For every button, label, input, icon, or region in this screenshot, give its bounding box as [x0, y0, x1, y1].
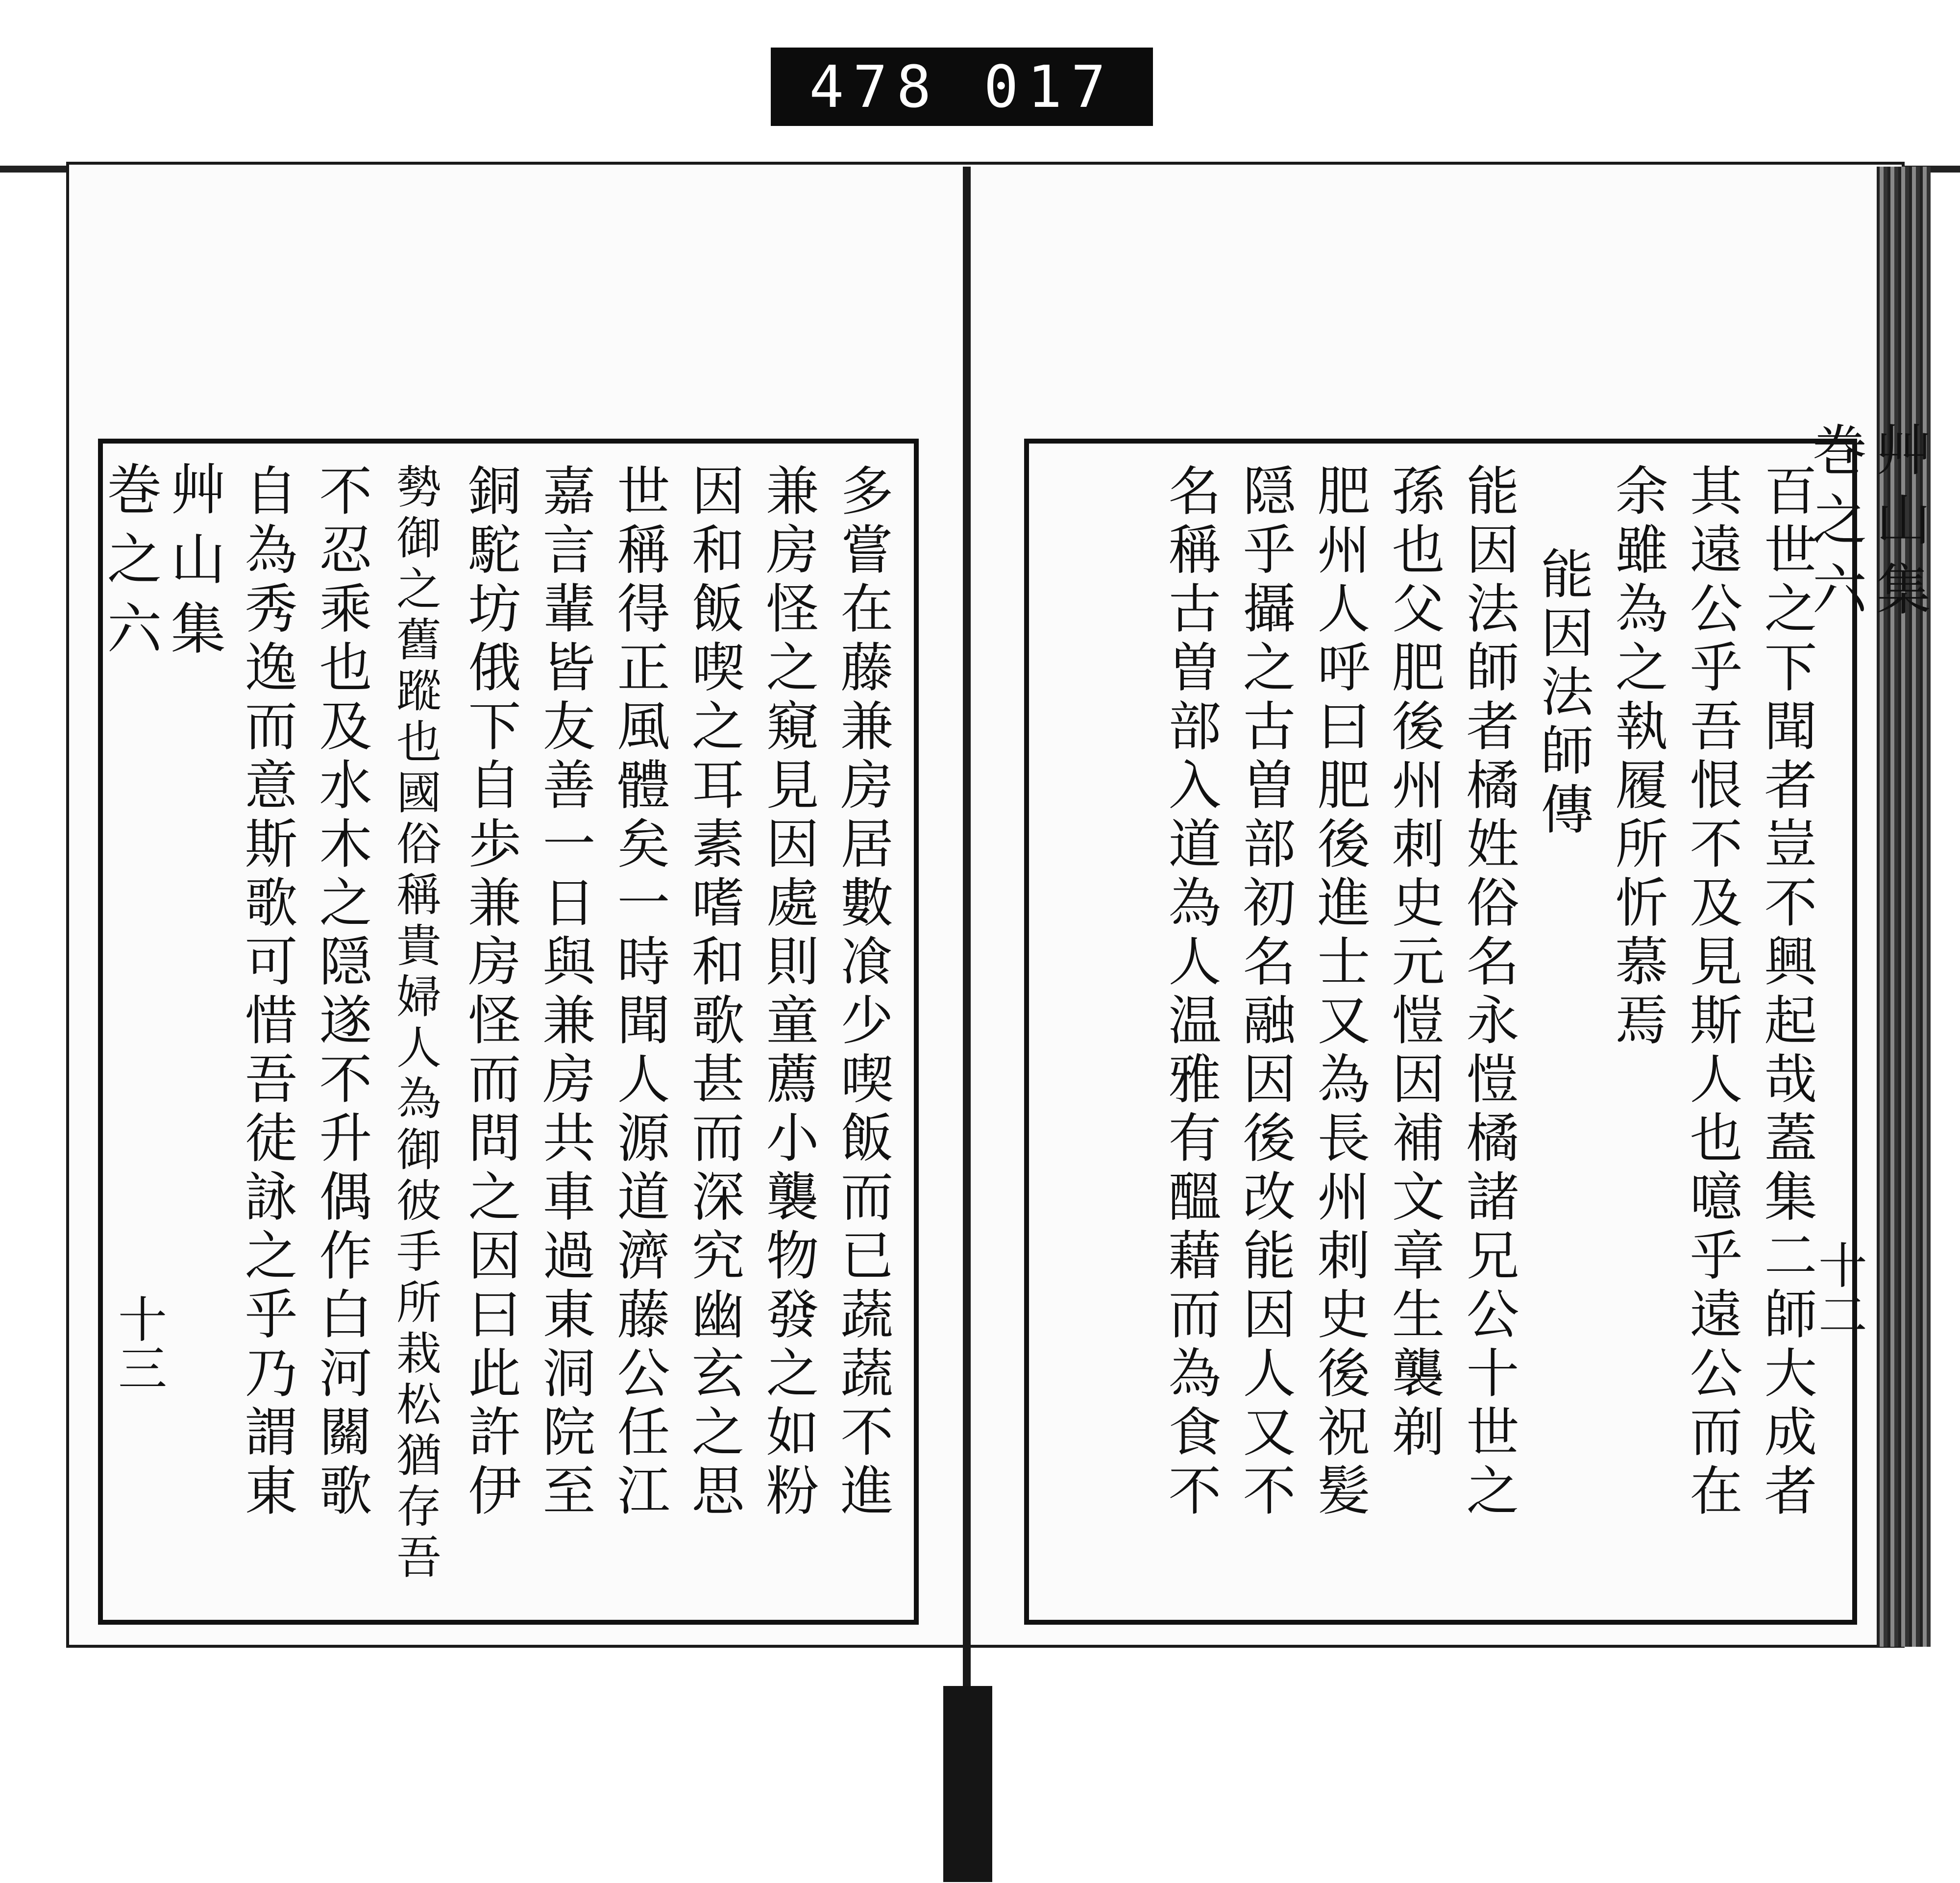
right-column-3: 余雖為之執履所忻慕焉	[1606, 463, 1667, 1051]
left-column-8: 不忍乘也及水木之隠遂不升偶作白河關歌	[310, 463, 371, 1522]
right-column-7: 肥州人呼曰肥後進士又為長州刺史後祝髪	[1308, 463, 1370, 1522]
right-column-9: 名稱古曽部入道為人温雅有醞藉而為食不	[1159, 463, 1221, 1522]
binding-tie	[943, 1686, 992, 1882]
book-spine	[963, 167, 971, 1735]
left-folio-number: 十三	[110, 1294, 167, 1392]
left-column-5: 嘉言輩皆友善一日與兼房共車過東洞院至	[534, 463, 595, 1522]
left-column-7: 勢御之舊蹤也國俗稱貴婦人為御彼手所栽松猶存吾	[389, 463, 441, 1585]
left-collection-title: 艸山集	[162, 461, 225, 669]
left-margin-title	[98, 461, 225, 669]
left-column-9: 自為秀逸而意斯歌可惜吾徒詠之乎乃謂東	[236, 463, 297, 1522]
left-volume-label: 巻之六	[98, 461, 162, 669]
right-margin-title	[1803, 421, 1931, 630]
section-heading: 能因法師傳	[1532, 546, 1593, 841]
left-column-2: 兼房怪之窺見因處則童薦小襲物發之如粉	[757, 463, 818, 1522]
right-volume-label: 巻之六	[1803, 421, 1867, 630]
right-collection-title: 艸山集	[1867, 421, 1931, 630]
catalog-label: 478 017	[771, 48, 1153, 126]
left-column-3: 因和飯喫之耳素嗜和歌甚而深究幽玄之思	[683, 463, 744, 1522]
right-page-text	[1152, 463, 1823, 1605]
page-edges	[1877, 167, 1931, 1647]
right-column-8: 隠乎攝之古曽部初名融因後改能因人又不	[1234, 463, 1295, 1522]
left-column-1: 多嘗在藤兼房居數飡少喫飯而已蔬蔬不進	[832, 463, 893, 1522]
right-column-6: 孫也父肥後州刺史元愷因補文章生襲剃	[1383, 463, 1444, 1463]
right-page-frame	[1024, 439, 1857, 1625]
right-folio-number: 十二	[1810, 1240, 1867, 1338]
left-column-6: 銅駝坊俄下自歩兼房怪而問之因曰此許伊	[459, 463, 520, 1522]
right-column-5: 能因法師者橘姓俗名永愷橘諸兄公十世之	[1457, 463, 1519, 1522]
right-column-2: 其遠公乎吾恨不及見斯人也噫乎遠公而在	[1681, 463, 1742, 1522]
left-column-4: 世稱得正風體矣一時聞人源道濟藤公任江	[608, 463, 669, 1522]
right-column-1: 百世之下聞者豈不興起哉蓋集二師大成者	[1755, 463, 1816, 1522]
left-page-text	[229, 463, 899, 1605]
